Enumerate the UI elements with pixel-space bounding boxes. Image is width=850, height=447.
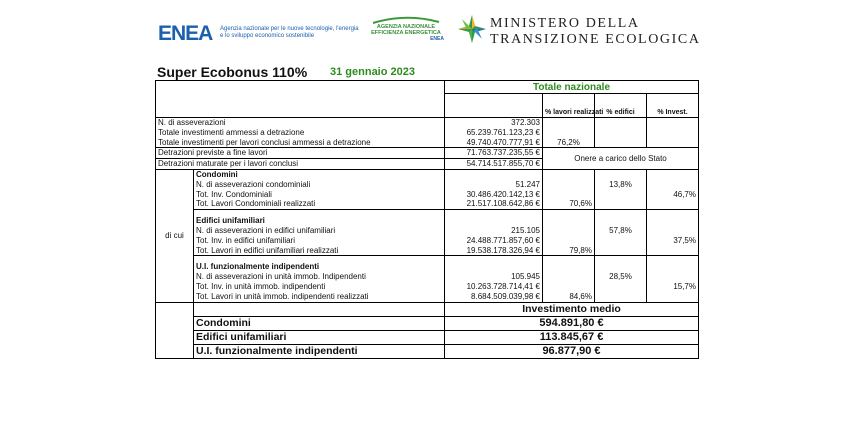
agency-swoosh-icon [371,16,441,24]
ministry-line2: TRANSIZIONE ECOLOGICA [490,32,701,47]
row-label: Tot. Inv. in edifici unifamiliari [194,236,445,246]
col-header-invest: % Invest. [647,93,699,118]
pct-lavori: 76,2% [543,138,595,148]
table-row [156,190,699,200]
medio-value: 594.891,80 € [445,316,699,330]
pct-edifici: 28,5% [595,272,647,282]
enea-tagline: Agenzia nazionale per le nuove tecnologie, l'energia e lo sviluppo economico sostenibile [220,26,359,39]
ecobonus-table [155,80,699,359]
table-row [156,262,699,272]
ministry-name [490,16,701,48]
table-row [156,93,699,118]
table-row [156,226,699,236]
row-value: 8.684.509.039,98 € [445,292,543,302]
onere-note: Onere a carico dello Stato [543,148,699,170]
row-label: Detrazioni previste a fine lavori [156,148,445,159]
row-label: N. di asseverazioni in edifici unifamiliari [194,226,445,236]
pct-invest: 37,5% [647,236,699,246]
pct-edifici: 13,8% [595,180,647,190]
table-row [156,236,699,246]
table-row [156,128,699,138]
di-cui-label: di cui [156,169,194,302]
page-title: Super Ecobonus 110% [157,64,308,80]
pct-lavori: 70,6% [543,199,595,209]
row-value: 21.517.108.642,86 € [445,199,543,209]
row-value: 54.714.517.855,70 € [445,159,543,170]
medio-label: Condomini [194,316,445,330]
pct-lavori: 84,6% [543,292,595,302]
report-date: 31 gennaio 2023 [330,66,415,78]
table-row [156,216,699,226]
row-label: Totale investimenti per lavori conclusi ammessi a detrazione [156,138,445,148]
table-row [156,180,699,190]
table-row [156,169,699,179]
row-label: Detrazioni maturate per i lavori conclusi [156,159,445,170]
col-header-lavori: % lavori realizzati [543,93,595,118]
row-value: 10.263.728.714,41 € [445,282,543,292]
medio-label: Edifici unifamiliari [194,330,445,344]
row-value: 372.303 [445,118,543,128]
row-label: Tot. Lavori in unità immob. indipendenti realizzati [194,292,445,302]
row-value: 215.105 [445,226,543,236]
logo-bar [0,10,850,52]
medio-value: 96.877,90 € [445,344,699,358]
ministry-line1: MINISTERO DELLA [490,16,640,31]
table-row [156,292,699,302]
agency-sub: ENEA [430,36,444,42]
ministry-star-icon [457,14,487,44]
group-header: Totale nazionale [445,81,699,94]
pct-edifici: 57,8% [595,226,647,236]
table-row [156,330,699,344]
pct-invest: 15,7% [647,282,699,292]
col-header-edifici: % edifici [595,93,647,118]
agency-name-line1: AGENZIA NAZIONALE [376,24,436,30]
row-label: Totale investimenti ammessi a detrazione [156,128,445,138]
row-label: Tot. Inv. in unità immob. indipendenti [194,282,445,292]
agency-logo [360,16,452,42]
row-value: 24.488.771.857,60 € [445,236,543,246]
row-value: 51.247 [445,180,543,190]
enea-wordmark: ENEA [158,22,213,45]
table-row [156,316,699,330]
row-label: N. di asseverazioni condominiali [194,180,445,190]
table-row [156,246,699,256]
section-title: Edifici unifamiliari [194,216,445,226]
investimento-medio-header: Investimento medio [445,302,699,316]
agency-name-line2: EFFICIENZA ENERGETICA [371,30,441,36]
pct-invest: 46,7% [647,190,699,200]
enea-logo [158,22,359,46]
row-value: 19.538.178.326,94 € [445,246,543,256]
row-value: 49.740.470.777,91 € [445,138,543,148]
table-row [156,118,699,128]
table-row [156,272,699,282]
medio-value: 113.845,67 € [445,330,699,344]
row-label: Tot. Lavori Condominiali realizzati [194,199,445,209]
section-title: Condomini [194,169,445,179]
row-label: N. di asseverazioni [156,118,445,128]
table-row [156,282,699,292]
row-value: 71.763.737.235,55 € [445,148,543,159]
row-label: Tot. Lavori in edifici unifamiliari realizzati [194,246,445,256]
row-label: N. di asseverazioni in unità immob. Indipendenti [194,272,445,282]
row-value: 105.945 [445,272,543,282]
row-value: 30.486.420.142,13 € [445,190,543,200]
table-row [156,199,699,209]
table-row [156,81,699,94]
table-row [156,344,699,358]
medio-label: U.I. funzionalmente indipendenti [194,344,445,358]
section-title: U.I. funzionalmente indipendenti [194,262,445,272]
pct-lavori: 79,8% [543,246,595,256]
row-label: Tot. Inv. Condominiali [194,190,445,200]
table-row [156,138,699,148]
table-row [156,148,699,159]
row-value: 65.239.761.123,23 € [445,128,543,138]
table-row [156,302,699,316]
